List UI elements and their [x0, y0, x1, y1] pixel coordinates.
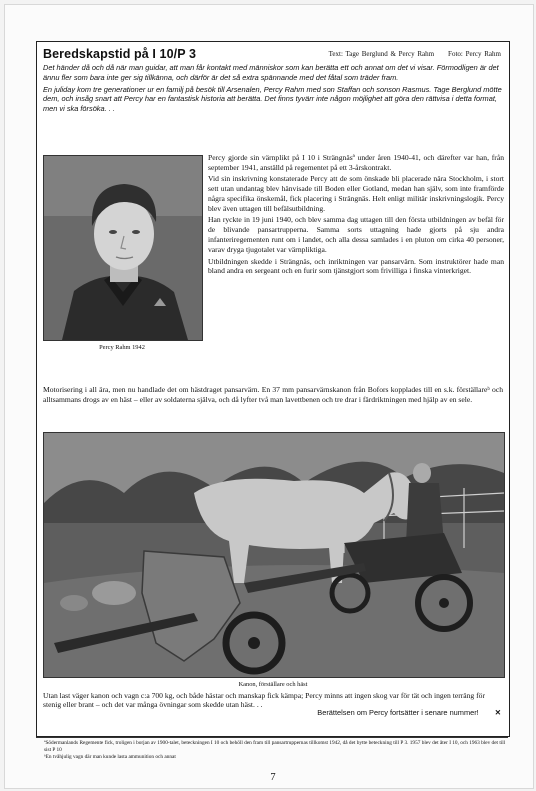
column-paragraph: Vid sin inskrivning konstaterade Percy att de som önskade bli placerade nära Stockholm, i stort sett utan undantag blev hänvisade till Boden eller Gotland, medan han själv, som inte framförde några specifika önskemål, fick placering i Strängnäs. Helt enligt militär inskrivningslogik. Percy blev även uttagen till befälsutbildning. — [208, 174, 504, 214]
right-column-text — [208, 153, 504, 278]
magazine-page — [4, 4, 534, 789]
column-paragraph: Han ryckte in 19 juni 1940, och blev samma dag uttagen till den första utbildningen av befäl för de blivande pansartrupperna. Samma sorts uttagning hade gjorts på sju andra infanteriregementen runt om i landet, och alla dessa samlades i en pluton om cirka 40 personer, varav dryga tjugotalet var värnpliktiga. — [208, 215, 504, 255]
portrait-caption: Percy Rahm 1942 — [99, 344, 145, 351]
bottom-text: Utan last väger kanon och vagn c:a 700 kg, och både hästar och manskap fick kämpa; Percy minns att ingen skog var för tät och ingen terräng för stenig eller brant – och det var många övningar som skedde utan häst. . . — [43, 691, 485, 710]
column-paragraph: Utbildningen skedde i Strängnäs, och inriktningen var pansarvärn. Som instruktörer hade man bland andra en sergeant och en furir som tjänstgjort som frivilliga i finska vinterkriget. — [208, 256, 504, 276]
text-credit: Text: Tage Berglund & Percy Rahm — [328, 50, 435, 58]
cannon-horse-photo — [43, 432, 505, 678]
photo-caption: Kanon, förställare och häst — [238, 681, 308, 688]
page-number: 7 — [270, 772, 276, 783]
full-width-paragraph: Motorisering i all ära, men nu handlade det om hästdraget pansarvärn. En 37 mm pansarvärnskanon från Bofors kopplades till en s.k. förställareᵇ och alltsammans drogs av en häst – eller av soldaterna själva, och då lyfter två man lavettbenen och tre drar i färdriktningen med hjälp av en sele. — [43, 385, 503, 404]
footnote: ᵇEn tvåhjulig vagn där man kunde lasta ammunition och annat — [44, 754, 176, 760]
portrait-photo — [43, 155, 203, 341]
intro-paragraph: En juliday kom tre generationer ur en familj på besök till Arsenalen, Percy Rahm med son Staffan och sonson Rasmus. Tage Berglund mötte dem, och insåg snart att Percy har en fantastisk historia att berätta. Det finns tyvärr inte någon möjlighet att göra den rättvisa i detta format, men vi ska försöka. . . — [43, 84, 502, 113]
credits — [329, 50, 501, 58]
end-mark-icon: ✕ — [494, 708, 501, 717]
footnotes — [36, 737, 508, 761]
continuation-note — [317, 708, 501, 717]
intro-paragraph: Det händer då och då när man guidar, att man får kontakt med människor som kan berätta ett och annat om det vi visar. Förmodligen är det ännu fler som bara inte ger sig tillkänna, och därför är det så extra spännande med det fåtal som träder fram. — [43, 63, 499, 82]
column-paragraph: Percy gjorde sin värnplikt på I 10 i Strängnäsª under åren 1940-41, och därefter var han, från september 1941, anställd på regementet på ett 3-årskontrakt. — [208, 153, 504, 172]
article-intro — [43, 63, 503, 116]
continuation-text: Berättelsen om Percy fortsätter i senare nummer! — [317, 708, 479, 717]
bottom-paragraph — [43, 691, 503, 710]
photo-credit: Foto: Percy Rahm — [448, 50, 501, 58]
article-title: Beredskapstid på I 10/P 3 — [43, 47, 197, 61]
article-frame — [36, 41, 510, 737]
footnote: ªSödermanlands Regemente fick, troligen i borjan av 1900-talet, beteckningen I 10 och behöll den fram till pansartruppernas tillkomst 1942, då det bytte beteckning till P 3. 1957 blev det åter I 10, och 1963 blev det till sist P 10 — [44, 740, 506, 753]
